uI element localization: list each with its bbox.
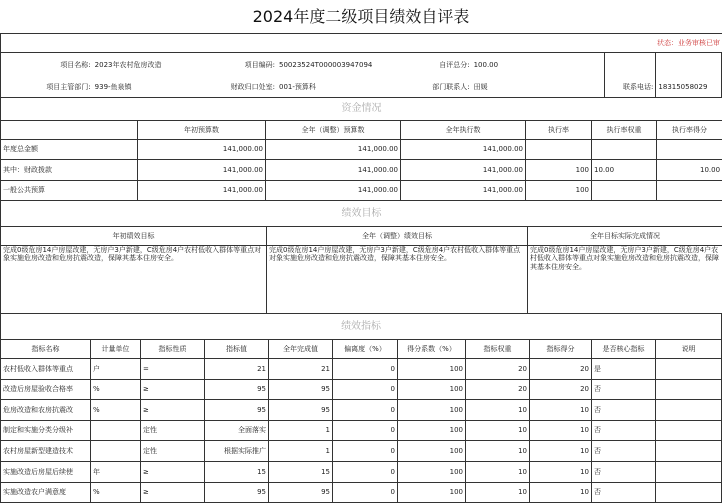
indicator-cell: 100 xyxy=(398,400,466,421)
goal-text-actual: 完成0级危房14户房屋改建，无房户3户新建，C级危房4户农村低收入群体等重点对象实施危房改造和危房抗震改造，保障其基本住房安全。 xyxy=(528,246,722,314)
funds-cell: 141,000.00 xyxy=(266,181,401,201)
ind-header: 指标值 xyxy=(205,340,269,359)
indicator-cell: 实施改造后房屋后续使 xyxy=(1,461,91,482)
indicator-cell: 定性 xyxy=(141,420,205,441)
indicator-cell: 否 xyxy=(592,461,656,482)
indicator-cell: 15 xyxy=(269,461,333,482)
indicator-cell: 95 xyxy=(205,379,269,400)
indicator-cell: 户 xyxy=(91,359,141,380)
indicator-cell: 100 xyxy=(398,379,466,400)
phone-label: 联系电话: xyxy=(605,77,656,98)
funds-cell: 141,000.00 xyxy=(266,140,401,160)
indicator-cell: % xyxy=(91,400,141,421)
indicator-cell: 农村低收入群体等重点 xyxy=(1,359,91,380)
funds-table xyxy=(0,97,722,201)
indicator-row xyxy=(1,461,722,482)
indicator-cell: 根据实际推广 xyxy=(205,441,269,462)
indicator-cell xyxy=(656,461,722,482)
status-text: 状态：业务审核已审 xyxy=(1,34,722,53)
funds-cell: 141,000.00 xyxy=(401,160,526,181)
funds-cell xyxy=(592,181,657,201)
funds-cell: 141,000.00 xyxy=(138,181,266,201)
indicator-cell: 否 xyxy=(592,379,656,400)
funds-row-label: 其中：财政拨款 xyxy=(1,160,138,181)
indicator-cell: 定性 xyxy=(141,441,205,462)
funds-row xyxy=(1,181,722,201)
indicator-cell: 100 xyxy=(398,441,466,462)
indicator-cell: 10 xyxy=(466,482,530,503)
indicator-cell: 10 xyxy=(530,482,592,503)
self-score: 100.00 xyxy=(472,53,605,77)
dept: 939-鱼泉镇 xyxy=(93,77,206,98)
indicator-cell: 否 xyxy=(592,482,656,503)
indicator-cell xyxy=(656,441,722,462)
contact-label: 部门联系人: xyxy=(410,77,471,98)
funds-cell xyxy=(657,181,722,201)
funds-row xyxy=(1,160,722,181)
funds-cell: 100 xyxy=(526,181,592,201)
funds-cell: 141,000.00 xyxy=(401,140,526,160)
indicator-cell: 全面落实 xyxy=(205,420,269,441)
indicator-cell: 0 xyxy=(333,461,398,482)
indicator-cell: 农村房屋新型建造技术 xyxy=(1,441,91,462)
indicator-cell: 0 xyxy=(333,441,398,462)
ind-header: 指标权重 xyxy=(466,340,530,359)
ind-header: 说明 xyxy=(656,340,722,359)
contact: 田媛 xyxy=(472,77,605,98)
indicator-cell: 95 xyxy=(205,482,269,503)
indicator-cell xyxy=(656,379,722,400)
indicator-cell: 95 xyxy=(269,482,333,503)
goal-text-initial: 完成0级危房14户房屋改建，无房户3户新建，C级危房4户农村低收入群体等重点对象实施危房改造和危房抗震改造，保障其基本住房安全。 xyxy=(1,246,267,314)
indicator-cell: 10 xyxy=(466,400,530,421)
project-code: 50023524T000003947094 xyxy=(277,53,410,77)
indicator-row xyxy=(1,359,722,380)
goals-header-0: 年初绩效目标 xyxy=(1,227,267,246)
indicator-cell: 10 xyxy=(466,461,530,482)
indicator-cell: 10 xyxy=(530,461,592,482)
indicator-cell: ≥ xyxy=(141,482,205,503)
indicator-cell: 100 xyxy=(398,461,466,482)
indicator-cell: 10 xyxy=(466,420,530,441)
indicator-cell: 20 xyxy=(530,359,592,380)
funds-cell xyxy=(657,140,722,160)
indicator-cell: 制定和实施分类分级补 xyxy=(1,420,91,441)
funds-section-title: 资金情况 xyxy=(1,98,722,121)
indicator-cell: ≥ xyxy=(141,461,205,482)
funds-header-5: 执行率得分 xyxy=(657,121,722,140)
funds-row xyxy=(1,140,722,160)
funds-header-2: 全年执行数 xyxy=(401,121,526,140)
indicator-cell: = xyxy=(141,359,205,380)
goals-section-title: 绩效目标 xyxy=(1,201,722,227)
ind-header: 偏离度（%） xyxy=(333,340,398,359)
indicator-cell xyxy=(656,482,722,503)
funds-cell xyxy=(592,140,657,160)
indicator-cell xyxy=(656,359,722,380)
indicator-row xyxy=(1,482,722,503)
ind-header: 指标名称 xyxy=(1,340,91,359)
indicator-cell: 0 xyxy=(333,400,398,421)
funds-row-label: 年度总金额 xyxy=(1,140,138,160)
project-info xyxy=(0,52,722,98)
funds-cell: 10.00 xyxy=(657,160,722,181)
indicator-cell: 100 xyxy=(398,420,466,441)
indicator-cell: 15 xyxy=(205,461,269,482)
finance: 001-预算科 xyxy=(277,77,410,98)
indicator-cell: 危房改造和农房抗震改 xyxy=(1,400,91,421)
goals-header-2: 全年目标实际完成情况 xyxy=(528,227,722,246)
indicator-cell: 10 xyxy=(530,441,592,462)
project-name-label: 项目名称: xyxy=(1,53,93,77)
indicator-cell: 10 xyxy=(530,400,592,421)
indicator-cell: 20 xyxy=(530,379,592,400)
funds-header-blank xyxy=(1,121,138,140)
ind-header: 是否核心指标 xyxy=(592,340,656,359)
form-title: 2024年度二级项目绩效自评表 xyxy=(252,7,470,26)
indicator-cell: 100 xyxy=(398,482,466,503)
funds-cell: 141,000.00 xyxy=(138,160,266,181)
dept-label: 项目主管部门: xyxy=(1,77,93,98)
funds-cell: 100 xyxy=(526,160,592,181)
funds-header-0: 年初预算数 xyxy=(138,121,266,140)
goals-table xyxy=(0,200,722,314)
indicator-cell: 20 xyxy=(466,379,530,400)
funds-cell: 141,000.00 xyxy=(401,181,526,201)
indicator-cell: 否 xyxy=(592,420,656,441)
funds-cell: 10.00 xyxy=(592,160,657,181)
ind-header: 全年完成值 xyxy=(269,340,333,359)
indicator-cell: 否 xyxy=(592,400,656,421)
ind-header: 指标性质 xyxy=(141,340,205,359)
funds-header-4: 执行率权重 xyxy=(592,121,657,140)
status-row xyxy=(0,33,722,53)
indicator-cell: 实施改造农户满意度 xyxy=(1,482,91,503)
indicator-cell xyxy=(91,420,141,441)
indicator-cell: 20 xyxy=(466,359,530,380)
indicator-cell: % xyxy=(91,482,141,503)
ind-header: 指标得分 xyxy=(530,340,592,359)
indicator-cell: 是 xyxy=(592,359,656,380)
indicator-cell: 0 xyxy=(333,359,398,380)
funds-header-1: 全年（调整）预算数 xyxy=(266,121,401,140)
indicator-cell: % xyxy=(91,379,141,400)
indicator-cell: 0 xyxy=(333,420,398,441)
indicator-cell: 21 xyxy=(205,359,269,380)
indicator-cell xyxy=(656,420,722,441)
indicator-row xyxy=(1,400,722,421)
ind-header: 得分系数（%） xyxy=(398,340,466,359)
self-score-label: 自评总分: xyxy=(410,53,471,77)
indicator-cell: 95 xyxy=(205,400,269,421)
funds-row-label: 一般公共预算 xyxy=(1,181,138,201)
indicator-cell: ≥ xyxy=(141,400,205,421)
project-name: 2023年农村危房改造 xyxy=(93,53,206,77)
funds-cell: 141,000.00 xyxy=(266,160,401,181)
project-code-label: 项目编码: xyxy=(205,53,277,77)
ind-header: 计量单位 xyxy=(91,340,141,359)
phone: 18315058029 xyxy=(656,77,722,98)
indicator-cell: 1 xyxy=(269,420,333,441)
goals-header-1: 全年（调整）绩效目标 xyxy=(267,227,528,246)
indicator-cell: 95 xyxy=(269,379,333,400)
goal-text-adjusted: 完成0级危房14户房屋改建，无房户3户新建，C级危房4户农村低收入群体等重点对象实施危房改造和危房抗震改造，保障其基本住房安全。 xyxy=(267,246,528,314)
indicator-cell: 否 xyxy=(592,441,656,462)
indicator-cell: 0 xyxy=(333,379,398,400)
indicator-cell: 10 xyxy=(530,420,592,441)
indicator-row xyxy=(1,379,722,400)
funds-cell xyxy=(526,140,592,160)
indicator-cell xyxy=(91,441,141,462)
funds-header-3: 执行率 xyxy=(526,121,592,140)
indicators-section-title: 绩效指标 xyxy=(1,314,722,340)
indicator-cell: ≥ xyxy=(141,379,205,400)
funds-cell: 141,000.00 xyxy=(138,140,266,160)
indicator-cell: 年 xyxy=(91,461,141,482)
indicator-cell xyxy=(656,400,722,421)
indicator-cell: 改造后房屋验收合格率 xyxy=(1,379,91,400)
indicator-cell: 21 xyxy=(269,359,333,380)
indicator-cell: 95 xyxy=(269,400,333,421)
indicator-cell: 100 xyxy=(398,359,466,380)
finance-label: 财政归口处室: xyxy=(205,77,277,98)
indicator-cell: 0 xyxy=(333,482,398,503)
indicator-row xyxy=(1,441,722,462)
indicator-cell: 10 xyxy=(466,441,530,462)
indicator-row xyxy=(1,420,722,441)
indicators-table xyxy=(0,313,722,503)
indicator-cell: 1 xyxy=(269,441,333,462)
